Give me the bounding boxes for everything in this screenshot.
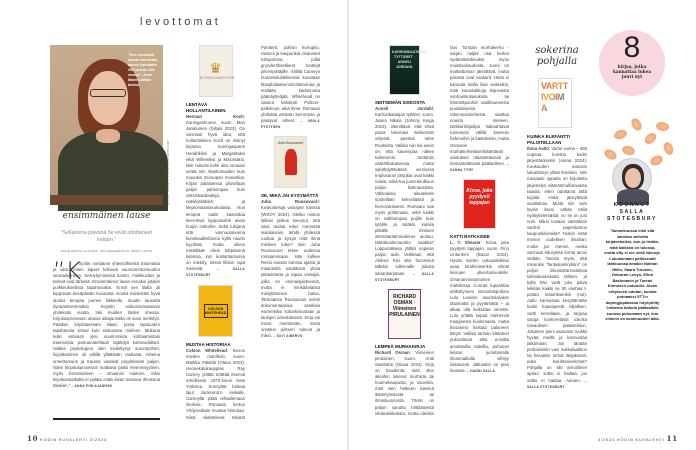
review-author: Colson Whitehead (186, 347, 227, 353)
petal-icon (621, 144, 636, 156)
review-author: Juha Ruusuvuori (261, 199, 319, 205)
book-cover: KARHUNKAATAJAN TYTTÄRET · ANNELI JORDAHL (389, 45, 420, 95)
compiler-label: KOONNUT (613, 202, 651, 208)
review-columns-left (186, 45, 320, 421)
first-line-body (53, 257, 160, 389)
figure-icon (285, 149, 297, 175)
badge-text: kirjaa, jotka kannattaa lukea juuri nyt (612, 64, 652, 79)
drop-cap: ”K (53, 257, 82, 285)
book-cover: Kissa, joka pyydysti tappajan (463, 179, 496, 229)
page-gutter (347, 0, 349, 450)
petal-icon (649, 154, 665, 168)
review (375, 45, 434, 283)
review-body: : Viimeinen pirulainen, suom. Antti Saarilahti (Otava 2023). Kirja on hauskinta, mitä olen aikoihin lukenut murhista tai huumekaupasta, ja osuvinta, mitä olen hetkeen lukenut ikääntymisestä tai ihmisluonnosta. Tämä on paljon sanottu brittiläisestä vihdedekkarista, mutta olenkin fani. Torstain murhakerho -sarjan neljäs osa kertoo sydäntäsärkevästi myös muistisairaudesta. Juoni on mutkattoman jännittävä, mutta parasta ovat sankarit. Heitä ei kannata luulla liian seitasiksi, mitä kuivakakkuja leipovasta vanhainkotiasukista tai hämäräpuuhiin osallistuneesta puolalaisesta rakennusmiehestä saattaa nousta mieleen. Dekkarikirjailijat hakeahtavat tunnetusti välillä itseesiin hahmoihin ja käänteisiin, mutta Osmanin murhakerhelaisenkääntävät odotukset rakastettavasti ja riemastuttavasti päälaelleen. (375, 45, 509, 416)
review-body: : Keskustelujä vainajien kanssa (WSOY 2024). Oletko miinun laillani joskus toivonut, että saisi tavata edes menneitä sukulaisiasi, tehdä yhdessä ruokaa ja kysyä mitä ikinä mieleen tulee? Niin Juha Ruusuvuori tekee uudessa romaanissaan. Hän kulkee Reino-isoisän kanssa ajasta ja maanteillä sotatäissä yksiä piittaamatta ja tapaa vainajia, joilla on ominaispiirteensä, mutta ei minkäänlaista mielyttämisen halua. Tarinaansa Ruusuvuori solmii dokumentaarisia aineksia esimerkiksi kotiarkistostaan ja laulujen sanoituksista. Kirja sai minut miettimään, mistä omatkin piirteen tulevat ja miksi. (261, 199, 320, 339)
signature: – SALLA STOTESBURY (186, 267, 245, 278)
section-title: levottomat (140, 16, 221, 28)
book-cover: RICHARD OSMAN · Viimeinen PIRULAINEN (388, 289, 421, 339)
first-line-quote: ”Sellaisena päivänä he eivät odottaneet ketään.” (61, 230, 152, 243)
compiler-intro: Tammikuussa elän sitä saloista valhetta kirjateekoiksi, kun jo tiedän, mitä kaikkea on tulossa, mutta ölty ei ole vielä iskenyt. Lukuisinaani pöllöseväit lähikuussa ainakin Nathan Hillin, Saara Turusen, Deborah Levyn, Elina Backmanin ja Tommi Kinnusen uutuudet. Aivan erityisesti odotan, kuinka puhtaaksi STT:n dopingjupakassa höykytetty Johanna Aaltola päätsalkiin suunsa puhumaan nyt, kun viimein on avoimuuden aika. (604, 228, 661, 321)
review-columns-right (375, 45, 509, 421)
review (261, 136, 320, 339)
review-author: Richard Osman (375, 349, 410, 355)
review-heading: LENTÄVÄ HOLLANTILAINEN (186, 102, 226, 113)
first-line-attribution: ANNE-MARIA LATIKKA: VALONKEHRÄÄJÄ (WSOY 2023) (60, 249, 153, 253)
page-number: 10 (27, 434, 39, 443)
footer-text: KODIN KUVALEHTI 3/2024 (40, 437, 107, 442)
review-body: : Karhunkaatajan tyttäret, suom. Jaana Nikula (Johnny Kniga 2023). Jännittävä, että ehkä paras lukemani Seitsemän veljestä -pastissi tulee Ruotsista. Vaikka niin kai usein on, että kauempaa näkee tarkemmin. Jordahlin väärälleukaisessa mutta sykähdyttävässä versiossa Impivaaran jörtjukat ovat kaikki naisia, mikä tuo juonenkulkuun paljon lisämausteita. Välitouksia aikutekstin ripotellaan kekseliäästi ja hienovaraisesti. Romaani saa myös pohtimaan, mikä kaikki on sallittumpaa pojille kuin tytöille, ja siitäkin, kuinka pitkälle ihmisen itsemääräämisoikeus ulottuu. Näkökuolemaonko saakka? Loppuratkaisu jättää sopivan paljon auki. Veikkaan, että Aleksis Kivi olisi hurrannut tällekin tulkinnalle jalosta sanankarjataan. (375, 106, 434, 276)
footer-right (598, 434, 678, 443)
review-body: : Vartin voima – 365 nopeaa konstia kodin järjestämiseksi (Atena 2024). Kuukauden antoisin lukuelämys yllätti itsenikin. Niin runsaasti oppaita on kirjoitettu järjestelyn elämänmullistavasta taiasta, etten odottanut tältä kirjalta enää järisyttäviä oivalluksia. Mutta niin vain löysin itseni vähän väliä nyökyttelemästä: no se on just noin. Miksi tosiaan vääntäisin vanhat paperikarton kaupunkiloimiita? Tuskin enää menen uudelleen ilmahan, mutta jos menen, meika varmasti kännykän kortta tamsi setään. Totesin myös, että minunkin ”fantasiamindiäni” on paljon liikuntaharrastuksia kahvakuulailusta lähtien, ja kyllä hän vielä joku päivä leikkaa kaikki ne 50 vanhaa t-paitaa matonkuteiksi (not). Aallo kannustaa kesyttämään kodin kaaospesät hiljalleen, vartti kerrallaan, ja tarjoaa satoja konkreettisia ideoita raivauksen palastelulun. Jokainen pieni saavutus ruokkii hyvää mieltä ja kannustaa jatkamaan. Jos tänään perkaisinkin vain sukkalaatikon tai heivaisin turhat lahjakassit, edes kuluhtaneemmat? Pohjalla on silti armollinen ajatus: sotku ei haittaa, jos sotku ei haittaa. Aamen. (527, 146, 587, 383)
compiler-last-name: STOTESBURY (607, 216, 657, 222)
first-line-heading: ensimmäinen lause (62, 211, 151, 221)
crown-icon: ♛ (209, 60, 222, 76)
review-author: Anneli Jordahl (375, 106, 433, 111)
photo-face (88, 71, 128, 125)
signature: – HANNI SALLA (466, 368, 496, 373)
review-body: : Kissa, joka pyydysti tappajan, suom. Pirjo Linturiemi (Bazar 2024). Hyvän mielen uutuusdekkari avaa kirahimisenkin silmät kissojen ylivertaisuudelle. Omanarvontuntoinen mahtikissa Conrad lupsahtaa eläköityneen lontoolaispoliisin Lulu Lewisin asuntolaivaan tilaamatta ja pyytämättä – ja alkaa olla keikuttaa venettä. Lulu yrittää toipua miehensä traagisesta kuolemasta, mutta kissanero haistaa palaneen käryä. Vaikka tarinan käänteet puksuttavat aika ennalta arvattavilla raiteilla, puhuvan kissan juonitamalla rikosmatkalla viihtyy loistavasti. Jatkoakin on pian luvassa. (450, 239, 509, 373)
author-photo (50, 45, 163, 205)
book-cover (198, 285, 233, 337)
signature: – SALLA STOTESBURY (375, 271, 434, 282)
signature: – SALLA STOTESBURY (527, 378, 587, 389)
petal-icon (629, 117, 643, 133)
cover-title: COLSON WHITEHEAD (204, 304, 228, 318)
book-cover (199, 45, 233, 97)
petal-icon (613, 128, 628, 141)
photo-table (50, 195, 163, 205)
footer-text: 3/2024 KODIN KUVALEHTI (598, 437, 665, 442)
review-heading: KATTI RATKAISEE (450, 233, 490, 239)
petal-icon (662, 141, 675, 156)
first-line-body-text: irjoitin romaanin yhteisöllisestä traumasta ja siitä, miten lapset kokevat suuronnettomuuden seurauksineen. Selviytymisessä luonto, mielikuvitus ja tarinat ovat tärkeitä. Ensimmäinen lause ennakoi jotakin poikkeuksellista tapahtuvaksi. Ensin sen tilalla oli leppoisan kesäpäivän kuvausta. Koska mielestäni hyvä aloitus tempaa juonen liikkeelle, muutin lausetta dynaamisemmaksi. Kirjoitin esikoisromaaniani yhdeksän vuotta, toki muiden töiden ohessa. Kirjoitusprosessin alussa alitajunnalla oli suuri merkitys. Päädsin kirjoittaessani tilaan, jossa lapsuuden tapahtumia virtasi kuin elokuvana mieleen. Mukana kulki vahvasti yksi suurimmista kohtaamistani traumoista: patruunatehtaan räjähdys kotiseudullani. Vaikka psykologina olen keskittynyt suruntyöhön, kirjoittaminen oli välillä yllättävän raskasta. Aiheina onnettomuus ja trauma vaativat psyykkisesti paljon. Näen kirjoitusprosessin matkana paitsi menneisyyteen, myös ihmismieleen – omaaniin mieleen. Siksi kirjoitusmatkalta ei palata enää aivan samana ihmisenä takaisin.” (53, 261, 160, 388)
petal-icon (643, 131, 659, 146)
review-heading: LEMPEÄ MURHAKIRJA (375, 343, 426, 349)
review (450, 179, 509, 374)
cover-title: Juha Ruusuvuori (277, 141, 304, 146)
review-author: Herman Koch (186, 114, 244, 119)
review (186, 45, 245, 279)
photo-pullquote: ”Kun romaanin muoto hahmottui, koroin loputtakin 300 sivusta 200 sivuun”, Anne-Marie Latikka kertoo. (128, 53, 159, 87)
photo-credit: KUVAT IRMELI JUNG/KUSTANTAJAT (166, 139, 170, 205)
signature: – SANNA TYRY (450, 161, 509, 172)
signature: – VENLA PYSTYNEN (261, 119, 321, 130)
page-number: 11 (666, 434, 678, 443)
compiler-avatar (612, 158, 652, 198)
signature: – ANNA PIHLAJANIEMI (71, 383, 113, 388)
divider (53, 418, 160, 420)
petal-icon (655, 121, 669, 132)
review-heading: MUSTAA HISTORIAA (186, 341, 231, 347)
review-heading: KUINKA ELEFANTTI PALOITELLAAN (527, 134, 571, 145)
compiler-name (600, 202, 664, 223)
review-body: : Kuningashuone, suom. Mari Janatuinen (Siltala 2023). On varmasti hyvä idea, että hollantilainen Koch on ristinyt kirjansa kuningasparin Hendrikiksi ja Margaritaksi eikä Willemiksi ja Máximaksi. Niin raisusti kohti alta romaani vetää niin Alankomaiden kuin muunkin Euroopan monarkiat. Kirjan palatseissa pilotellaan paljon paheimpaa kuin seksiskandaaleja, natsikytköksiä ja kleptomaaniasukulaisia. Alun lempeä satiiri kasvattaa kierroksia loppuosaihti aivan hurjiin mittoihin. Sekä lukijana että vannoutuneena kuninkaallisfanina kyllä nautin kyydistä, mutta oikein mielellään olisin kärpäsenä katossa, kun kustantamossa on mietitty, missä fiktion rajat menevät. (186, 114, 245, 272)
photo-hand (96, 129, 120, 143)
review (527, 134, 587, 390)
review-heading: SE, MIKÄ JÄI KYSYMÄTTÄ (261, 193, 319, 199)
book-cover (274, 136, 307, 188)
footer-left (27, 434, 107, 443)
books-count-badge (599, 30, 665, 96)
photo-glasses (90, 89, 126, 97)
book-cover: VARTTIVOIMA (538, 78, 572, 128)
review-author: L. T. Shearer (450, 239, 481, 245)
cover-title: KUNINGASHUONE (199, 76, 235, 80)
review-author: Ilona Aalto (527, 146, 549, 151)
petal-icon (603, 147, 619, 161)
review-body: : Kieron mielten manifesti, suom. Markku Päkkilä (Otava 2023). Huonekalukauppias Ray Carney yrittää erättää itsensä rehellisesti 1970-luvun New Yorkissa. Kunnyttär haluaa liput Jackson5:n keikalle, Carneyllä pitää tehtailemaan rikoksia. Romaani kertoo Yhdysvaltain mustaa historiaa. Siinä vilahtelevat Mustat Pantterit, poliisin korruptio, rasismi ja kaupunkia riivanneet tuhopolotot, joilla gryndertihankkeet tonttejä pilvenpiirtäjille. Väliltä Carneyn huonekaluliikkeessä kuvataan blaxploitaatio-toimintaroinaa ja etsitään kadonnutta päänäyttelijää. Whitehead on saanut kahdesti Pulitzer-palkinnon, eikä ihme. Romaani yhdistää vetävän kerronnan ja painavat aiheet. (186, 45, 320, 420)
avatar-face (625, 168, 641, 188)
review-heading: SEITSEMÄN SISKOSTA (375, 100, 426, 105)
badge-number: 8 (623, 31, 641, 64)
sokerina-heading: sokerina pohjalla (535, 45, 579, 67)
signature: – SUVI SINERVO (273, 334, 303, 339)
compiler-first-name: SALLA (619, 209, 645, 215)
